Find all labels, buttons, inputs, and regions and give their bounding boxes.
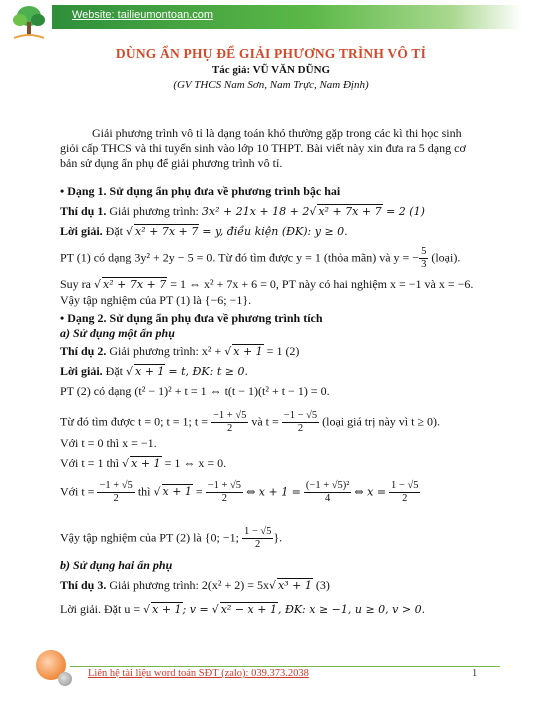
- tree-logo-icon: [6, 2, 52, 42]
- footer-gray-circle-icon: [58, 672, 72, 686]
- solution-2-radicand: x + 1: [135, 365, 165, 378]
- subsection-b: b) Sử dụng hai ẩn phụ: [60, 558, 173, 572]
- solution-set-2-text-b: }.: [273, 530, 283, 545]
- section-dang-1: • Dạng 1. Sử dụng ẩn phụ đưa về phương trình bậc hai: [60, 184, 341, 198]
- suy-radicand: x² + 7x + 7: [103, 278, 167, 291]
- roots-fraction-1: $\frac{-1 + √5}{2}$: [212, 410, 247, 434]
- case-t2: Với t = $\frac{-1 + √5}{2}$ thì √ x + 1 = $\frac{-1 + √5}{2}$ ⇔ x + 1 = $\frac{\text{(−1 + √5)²}}{4}$ ⇔ x = $\frac{1 - √5}{2}$: [60, 480, 419, 504]
- case-t2-fraction-2: $\frac{-1 + √5}{2}$: [207, 480, 242, 504]
- roots-fraction-2: $\frac{-1 - √5}{2}$: [283, 410, 318, 434]
- solution-2-text-a: Đặt: [105, 364, 123, 378]
- affiliation-line: (GV THCS Nam Sơn, Nam Trực, Nam Định): [173, 79, 369, 91]
- roots-text-a: Từ đó tìm được t = 0; t = 1; t =: [60, 414, 208, 429]
- solution-1-radicand: x² + 7x + 7: [135, 225, 199, 238]
- example-1: Thí dụ 1. Giải phương trình: 3x² + 21x + 18 + 2√ x² + 7x + 7 = 2 (1): [60, 204, 425, 218]
- solution-2: Lời giải. Đặt √ x + 1 = t, ĐK: t ≥ 0.: [60, 364, 248, 378]
- solution-set-2-text-a: Vậy tập nghiệm của PT (2) là {0; −1;: [60, 530, 239, 545]
- suy-text-b: = 1 ⇔ x² + 7x + 6 = 0, PT này có hai nghiệm x = −1 và x = −6.: [170, 277, 474, 291]
- case-t1-text-a: Với t = 1 thì: [60, 456, 120, 470]
- example-3-radicand: x³ + 1: [278, 579, 312, 592]
- case-t2-text-c: =: [195, 484, 203, 499]
- intro-line-1: Giải phương trình vô tỉ là dạng toán khó thường gặp trong các kì thi học sinh: [92, 126, 462, 140]
- example-1-text: Giải phương trình:: [109, 204, 199, 218]
- solution-1: Lời giải. Đặt √ x² + 7x + 7 = y, điều kiện (ĐK): y ≥ 0.: [60, 224, 348, 238]
- subsection-a: a) Sử dụng một ẩn phụ: [60, 326, 175, 340]
- example-2-radicand: x + 1: [233, 345, 263, 358]
- footer-contact-link[interactable]: Liên hệ tài liệu word toán SĐT (zalo): 039.373.2038: [88, 668, 309, 679]
- solution-1-text-a: Đặt: [105, 224, 123, 238]
- example-3-text: Giải phương trình: 2(x² + 2) = 5x: [109, 578, 269, 592]
- roots-text-c: (loại giá trị này vì t ≥ 0).: [322, 414, 441, 429]
- solution-2-text-b: = t, ĐK: t ≥ 0.: [168, 365, 248, 378]
- case-t2-text-d: ⇔ x + 1 =: [246, 485, 301, 499]
- roots-line: [60, 410, 440, 435]
- intro-line-3: bản sử dụng ẩn phụ để giải phương trình vô tỉ.: [60, 156, 283, 170]
- case-t2-fraction-1: $\frac{-1 + √5}{2}$: [99, 480, 133, 504]
- case-t2-radicand: x + 1: [162, 485, 192, 499]
- pt1-fraction: $\frac{5}{3}$: [421, 246, 427, 270]
- solution-3: Lời giải. Đặt u = √ x + 1; v = √ x² − x + 1, ĐK: x ≥ −1, u ≥ 0, v > 0.: [60, 602, 426, 616]
- case-t2-text-b: thì: [137, 484, 151, 499]
- footer-divider: [70, 666, 500, 667]
- case-t1: Với t = 1 thì √ x + 1 = 1 ⇔ x = 0.: [60, 456, 227, 470]
- document-title: DÙNG ẨN PHỤ ĐỂ GIẢI PHƯƠNG TRÌNH VÔ TỈ: [115, 46, 427, 61]
- example-1-eq-a: 3x² + 21x + 18 + 2: [201, 205, 310, 218]
- example-3-text-b: (3): [315, 578, 330, 592]
- solution-1-label: Lời giải.: [60, 224, 103, 238]
- example-3-label: Thí dụ 3.: [60, 578, 107, 592]
- case-t1-text-b: = 1 ⇔ x = 0.: [164, 456, 227, 470]
- solution-3-radicand-1: x + 1: [152, 603, 182, 616]
- equation-pt2: PT (2) có dạng (t² − 1)² + t = 1 ⇔ t(t − 1)(t² + t − 1) = 0.: [60, 384, 330, 398]
- pt1-text-b: (loại).: [431, 250, 461, 265]
- conclusion-1: Suy ra √ x² + 7x + 7 = 1 ⇔ x² + 7x + 6 = 0, PT này có hai nghiệm x = −1 và x = −6.: [60, 277, 474, 291]
- example-1-eq-b: = 2 (1): [382, 205, 425, 218]
- case-t2-text-a: Với t =: [60, 484, 95, 499]
- solution-3-text-c: , ĐK: x ≥ −1, u ≥ 0, v > 0.: [277, 603, 426, 616]
- case-t1-radicand: x + 1: [131, 457, 161, 470]
- example-1-radicand: x² + 7x + 7: [318, 205, 382, 218]
- suy-text-a: Suy ra: [60, 277, 91, 291]
- solution-2-label: Lời giải.: [60, 364, 103, 378]
- solution-set-2-fraction: $\frac{1 - √5}{2}$: [243, 526, 272, 550]
- example-2-text-b: = 1 (2): [266, 344, 300, 358]
- solution-set-2: [60, 526, 282, 551]
- solution-set-1: Vậy tập nghiệm của PT (1) là {−6; −1}.: [60, 293, 252, 307]
- page-number: 1: [472, 668, 478, 679]
- case-t2-text-e: ⇔ x =: [354, 485, 387, 499]
- website-link[interactable]: Website: tailieumontoan.com: [72, 9, 214, 21]
- case-t0: Với t = 0 thì x = −1.: [60, 436, 157, 450]
- author-line: Tác giả: VŨ VĂN DŨNG: [211, 64, 331, 76]
- example-2-label: Thí dụ 2.: [60, 344, 107, 358]
- equation-pt1: [60, 246, 460, 271]
- example-3: Thí dụ 3. Giải phương trình: 2(x² + 2) = 5x√ x³ + 1 (3): [60, 578, 330, 592]
- example-2-text: Giải phương trình: x² +: [109, 344, 222, 358]
- roots-text-b: và t =: [251, 414, 279, 429]
- case-t2-fraction-4: $\frac{1 - √5}{2}$: [391, 480, 419, 504]
- pt1-text-a: PT (1) có dạng 3y² + 2y − 5 = 0. Từ đó tìm được y = 1 (thỏa mãn) và y = −: [60, 250, 420, 265]
- section-dang-2: • Dạng 2. Sử dụng ẩn phụ đưa về phương trình tích: [60, 311, 323, 325]
- solution-3-text-a: Lời giải. Đặt u =: [60, 602, 141, 616]
- intro-line-2: giỏi cấp THCS và thi tuyển sinh vào lớp 10 THPT. Bài viết này xin đưa ra 5 dạng cơ: [60, 141, 466, 155]
- solution-3-text-b: ; v =: [182, 603, 209, 616]
- solution-3-radicand-2: x² − x + 1: [220, 603, 277, 616]
- example-2: Thí dụ 2. Giải phương trình: x² + √ x + 1 = 1 (2): [60, 344, 300, 358]
- example-1-label: Thí dụ 1.: [60, 204, 107, 218]
- case-t2-fraction-3: $\frac{\text{(−1 + √5)²}}{4}$: [305, 480, 350, 504]
- solution-1-text-b: = y, điều kiện (ĐK): y ≥ 0.: [202, 225, 348, 238]
